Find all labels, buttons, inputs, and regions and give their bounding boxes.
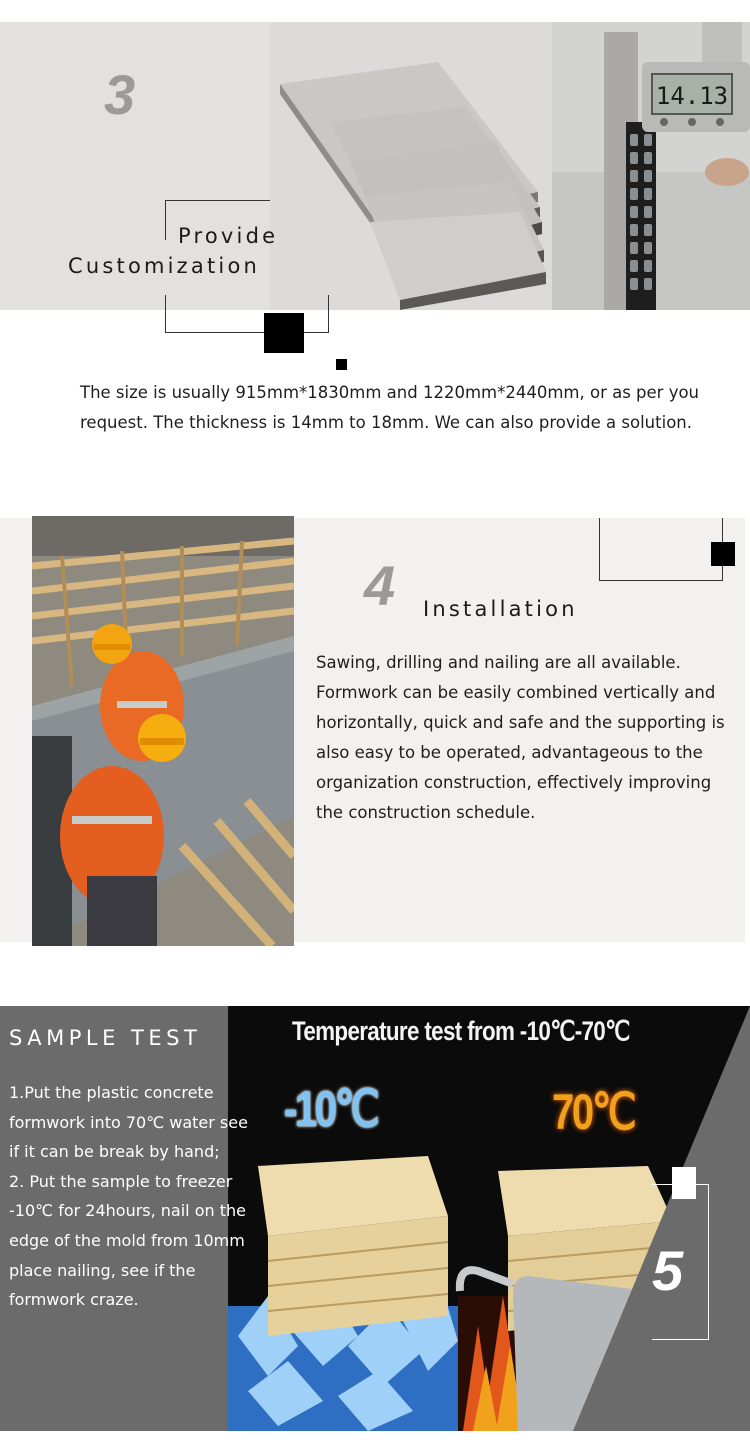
decorative-frame-bottom — [165, 295, 329, 333]
caliper-reading: 14.13 — [655, 82, 729, 110]
decorative-dot — [336, 359, 347, 370]
decorative-frame — [599, 518, 723, 581]
section-number-4: 4 — [364, 554, 396, 617]
formwork-boards-photo — [270, 22, 555, 310]
caliper-photo — [552, 22, 750, 310]
installation-heading: Installation — [423, 597, 578, 621]
installation-description: Sawing, drilling and nailing are all available. Formwork can be easily combined vertically and horizontally, quick and safe and the supporting is also easy to be operated, advantageous to the organization construction, effectively improving the construction schedule. — [316, 653, 725, 822]
decorative-square — [672, 1167, 696, 1199]
customization-description: The size is usually 915mm*1830mm and 1220mm*2440mm, or as per you request. The thickness is 14mm to 18mm. We can also provide a solution. — [80, 383, 700, 432]
sample-test-step-1: 1.Put the plastic concrete formwork into 70℃ water see if it can be break by hand; — [9, 1083, 248, 1162]
sample-test-step-2: 2. Put the sample to freezer -10℃ for 24hours, nail on the edge of the mold from 10mm place nailing, see if the formwork craze. — [9, 1171, 246, 1310]
installation-workers-photo — [32, 516, 294, 946]
section-number-5: 5 — [652, 1239, 684, 1302]
temperature-test-caption: Temperature test from -10℃-70℃ — [292, 1016, 630, 1046]
hot-temperature-label: 70℃ — [552, 1084, 635, 1140]
decorative-square — [264, 313, 304, 353]
customization-heading-line1: Provide — [178, 224, 279, 248]
section-number-3: 3 — [104, 63, 136, 126]
cold-temperature-label: -10℃ — [284, 1081, 378, 1137]
decorative-square — [711, 542, 735, 566]
customization-heading-line2: Customization — [68, 254, 261, 278]
sample-test-steps — [9, 1078, 254, 1315]
sample-test-title: SAMPLE TEST — [9, 1026, 202, 1050]
